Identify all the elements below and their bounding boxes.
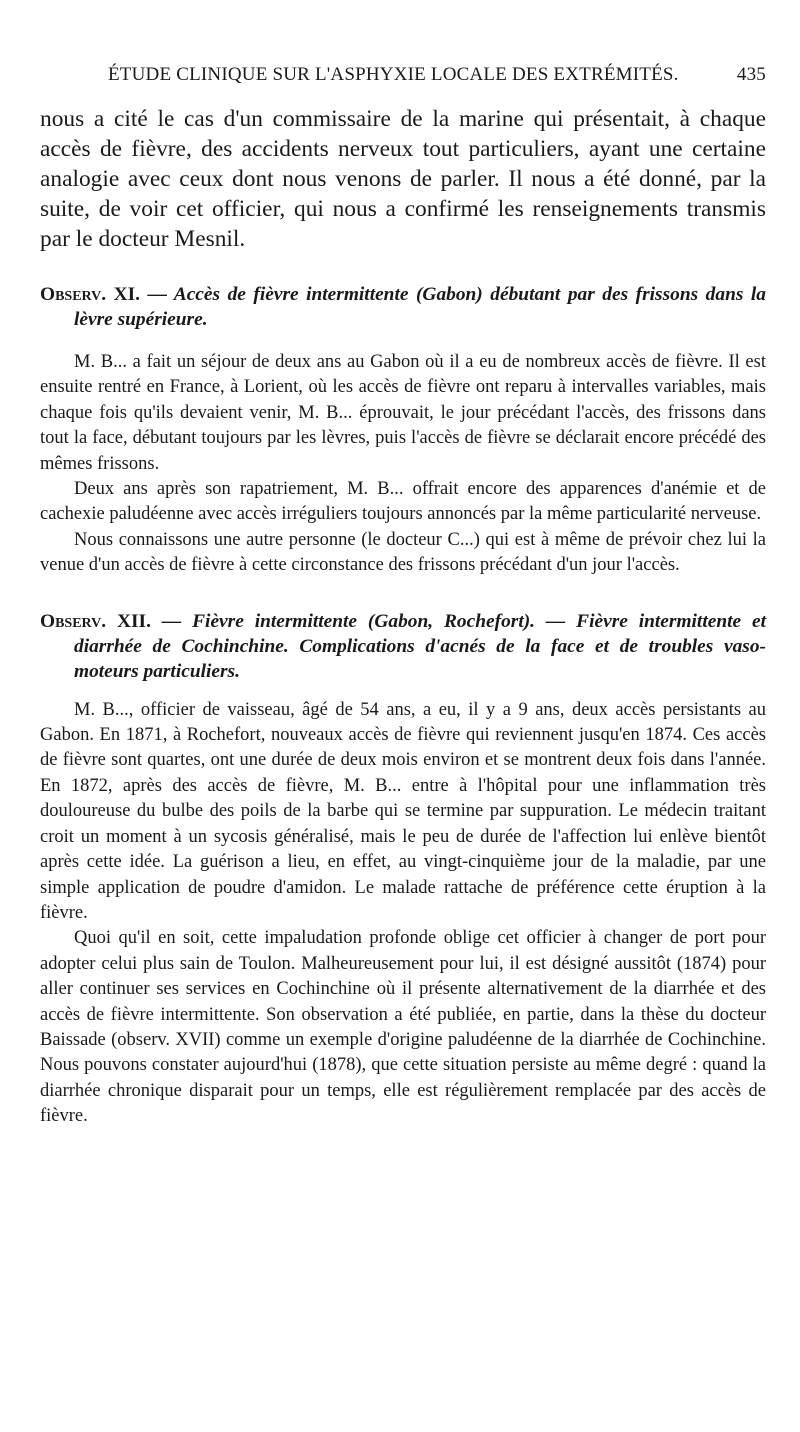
book-page <box>40 64 766 1130</box>
page-number: 435 <box>736 64 766 85</box>
observation-12-title: — Fièvre intermittente (Gabon, Rochefort). — Fièvre intermittente et diarrhée de Cochinchine. Complications d'acnés de la face et de troubles vaso-moteurs particuliers. <box>74 610 766 682</box>
running-head <box>40 64 766 94</box>
observation-11-paragraph-2: Deux ans après son rapatriement, M. B... offrait encore des apparences d'anémie et de cachexie paludéenne avec accès irréguliers toujours annoncés par la même particularité nerveuse. <box>40 479 766 525</box>
observation-11-label: Observ. XI. <box>40 284 141 305</box>
observation-12-body <box>40 698 766 1130</box>
observation-11-body <box>40 350 766 579</box>
observation-12-heading <box>40 609 766 684</box>
intro-paragraph: nous a cité le cas d'un commissaire de la marine qui présentait, à chaque accès de fièvre, des accidents nerveux tout particuliers, ayant une certaine analogie avec ceux dont nous venons de parler. Il nous a été donné, par la suite, de voir cet officier, qui nous a confirmé les renseignements transmis par le docteur Mesnil. <box>40 106 766 252</box>
observation-11-heading <box>40 282 766 332</box>
running-title: ÉTUDE CLINIQUE SUR L'ASPHYXIE LOCALE DES EXTRÉMITÉS. <box>108 64 679 85</box>
observation-11-paragraph-1: M. B... a fait un séjour de deux ans au Gabon où il a eu de nombreux accès de fièvre. Il est ensuite rentré en France, à Lorient, où les accès de fièvre ont reparu à intervalles variables, mais chaque fois qu'ils devaient venir, M. B... éprouvait, le jour précédant l'accès, des frissons dans tout la face, débutant toujours par les lèvres, puis l'accès de fièvre se déclarait encore précédé des mêmes frissons. <box>40 352 766 474</box>
observation-12-paragraph-1: M. B..., officier de vaisseau, âgé de 54 ans, a eu, il y a 9 ans, deux accès persistants au Gabon. En 1871, à Rochefort, nouveaux accès de fièvre qui reviennent jusqu'en 1874. Ces accès de fièvre sont quartes, ont une durée de deux mois environ et se montrent deux fois dans l'année. En 1872, après des accès de fièvre, M. B... entre à l'hôpital pour une inflammation très douloureuse du bulbe des poils de la barbe qui se termine par suppuration. Le médecin traitant croit un moment à un sycosis généralisé, mais le peu de durée de l'affection lui enlève bientôt après cette idée. La guérison a lieu, en effet, au vingt-cinquième jour de la maladie, par une simple application de poudre d'amidon. Le malade rattache de préférence cette éruption à la fièvre. <box>40 699 766 923</box>
observation-11-paragraph-3: Nous connaissons une autre personne (le docteur C...) qui est à même de prévoir chez lui la venue d'un accès de fièvre à cette circonstance des frissons précédant d'un jour l'accès. <box>40 529 766 576</box>
observation-12-paragraph-2: Quoi qu'il en soit, cette impaludation profonde oblige cet officier à changer de port pour adopter celui plus sain de Toulon. Malheureusement pour lui, il est désigné aussitôt (1874) pour aller continuer ses services en Cochinchine où il présente alternativement de la diarrhée et des accès de fièvre intermittente. Son observation a été publiée, en partie, dans la thèse du docteur Baissade (observ. XVII) comme un exemple d'origine paludéenne de la diarrhée de Cochinchine. Nous pouvons constater aujourd'hui (1878), que cette situation persiste au même degré : quand la diarrhée chronique disparait pour un temps, elle est régulièrement remplacée par des accès de fièvre. <box>40 928 766 1127</box>
observation-12-label: Observ. XII. <box>40 610 151 632</box>
observation-11-title: — Accès de fièvre intermittente (Gabon) débutant par des frissons dans la lèvre supérieure. <box>74 284 766 330</box>
